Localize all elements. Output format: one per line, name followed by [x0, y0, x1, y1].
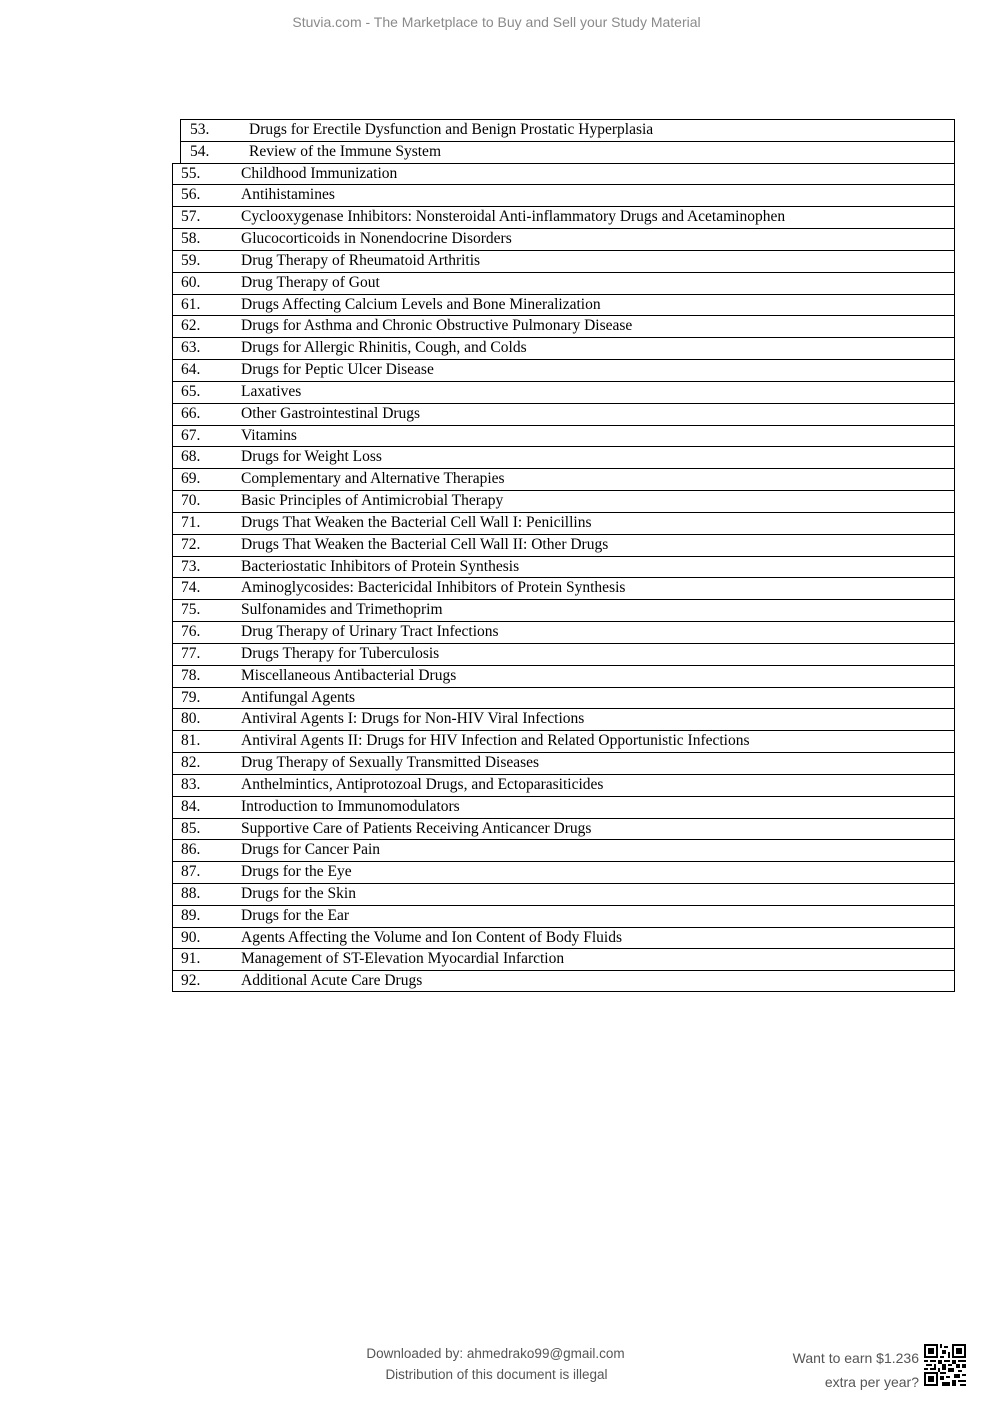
chapter-number: 89. [181, 906, 201, 924]
chapter-title: Miscellaneous Antibacterial Drugs [241, 666, 457, 684]
chapter-number: 54. [190, 142, 210, 160]
chapter-number: 81. [181, 732, 201, 750]
toc-row [180, 141, 955, 163]
chapter-title: Drugs for Asthma and Chronic Obstructive Pulmonary Disease [241, 317, 633, 335]
chapter-number: 83. [181, 775, 201, 793]
earn-line-2: extra per year? [824, 1374, 919, 1390]
chapter-title: Antifungal Agents [241, 688, 356, 706]
chapter-title: Drugs That Weaken the Bacterial Cell Wall II: Other Drugs [241, 535, 609, 553]
toc-row [172, 948, 955, 970]
chapter-number: 75. [181, 601, 201, 619]
qr-code-icon[interactable] [924, 1344, 966, 1386]
toc-row [172, 228, 955, 250]
chapter-title: Vitamins [241, 426, 297, 444]
chapter-title: Bacteriostatic Inhibitors of Protein Synthesis [241, 557, 520, 575]
toc-row [172, 359, 955, 381]
toc-row [172, 796, 955, 818]
chapter-number: 64. [181, 361, 201, 379]
chapter-number: 92. [181, 972, 201, 990]
toc-row [172, 577, 955, 599]
toc-row [172, 927, 955, 949]
toc-row [172, 665, 955, 687]
chapter-title: Drugs for Cancer Pain [241, 841, 381, 859]
chapter-number: 78. [181, 666, 201, 684]
chapter-title: Sulfonamides and Trimethoprim [241, 601, 443, 619]
toc-row [172, 425, 955, 447]
chapter-number: 86. [181, 841, 201, 859]
chapter-number: 62. [181, 317, 201, 335]
toc-row [172, 446, 955, 468]
chapter-title: Supportive Care of Patients Receiving Anticancer Drugs [241, 819, 592, 837]
chapter-title: Drugs for the Ear [241, 906, 350, 924]
toc-row [172, 534, 955, 556]
chapter-number: 65. [181, 382, 201, 400]
toc-row [172, 883, 955, 905]
chapter-title: Drugs for the Skin [241, 884, 356, 902]
toc-row [172, 599, 955, 621]
toc-row [172, 818, 955, 840]
chapter-number: 55. [181, 164, 201, 182]
chapter-title: Drugs for Weight Loss [241, 448, 382, 466]
chapter-title: Drug Therapy of Sexually Transmitted Diseases [241, 754, 540, 772]
chapter-number: 77. [181, 644, 201, 662]
toc-row [172, 643, 955, 665]
earn-line-1: Want to earn $1.236 [792, 1350, 919, 1366]
toc-row [172, 774, 955, 796]
chapter-number: 71. [181, 513, 201, 531]
chapter-number: 74. [181, 579, 201, 597]
chapter-title: Antiviral Agents II: Drugs for HIV Infection and Related Opportunistic Infections [241, 732, 750, 750]
chapter-title: Aminoglycosides: Bactericidal Inhibitors of Protein Synthesis [241, 579, 626, 597]
earn-promo[interactable] [793, 1346, 919, 1394]
chapter-title: Basic Principles of Antimicrobial Therapy [241, 492, 504, 510]
toc-row [172, 337, 955, 359]
chapter-number: 80. [181, 710, 201, 728]
toc-row [172, 403, 955, 425]
chapter-title: Agents Affecting the Volume and Ion Content of Body Fluids [241, 928, 623, 946]
toc-row [172, 250, 955, 272]
toc-row [172, 272, 955, 294]
toc-row [172, 687, 955, 709]
chapter-number: 69. [181, 470, 201, 488]
chapter-number: 79. [181, 688, 201, 706]
toc-row [172, 184, 955, 206]
chapter-title: Antihistamines [241, 186, 335, 204]
chapter-number: 70. [181, 492, 201, 510]
chapter-title: Laxatives [241, 382, 302, 400]
toc-row [180, 119, 955, 141]
chapter-title: Drugs That Weaken the Bacterial Cell Wall I: Penicillins [241, 513, 592, 531]
chapter-number: 88. [181, 884, 201, 902]
chapter-title: Complementary and Alternative Therapies [241, 470, 505, 488]
toc-row [172, 970, 955, 992]
toc-row [172, 730, 955, 752]
chapter-title: Antiviral Agents I: Drugs for Non-HIV Viral Infections [241, 710, 585, 728]
chapter-title: Drug Therapy of Gout [241, 273, 380, 291]
chapter-title: Other Gastrointestinal Drugs [241, 404, 421, 422]
chapter-title: Drugs for Allergic Rhinitis, Cough, and Colds [241, 339, 527, 357]
chapter-number: 73. [181, 557, 201, 575]
toc-row [172, 381, 955, 403]
chapter-number: 66. [181, 404, 201, 422]
chapter-number: 68. [181, 448, 201, 466]
toc-row [172, 490, 955, 512]
chapter-title: Drugs Therapy for Tuberculosis [241, 644, 440, 662]
chapter-title: Glucocorticoids in Nonendocrine Disorders [241, 230, 512, 248]
toc-row [172, 861, 955, 883]
chapter-number: 85. [181, 819, 201, 837]
chapter-number: 87. [181, 863, 201, 881]
chapter-number: 76. [181, 623, 201, 641]
toc-row [172, 294, 955, 316]
toc-row [172, 621, 955, 643]
chapter-number: 59. [181, 251, 201, 269]
chapter-number: 82. [181, 754, 201, 772]
chapter-title: Childhood Immunization [241, 164, 398, 182]
table-of-contents [172, 119, 955, 992]
chapter-title: Review of the Immune System [249, 142, 441, 160]
chapter-number: 72. [181, 535, 201, 553]
chapter-number: 67. [181, 426, 201, 444]
toc-row [172, 905, 955, 927]
chapter-title: Drugs for the Eye [241, 863, 352, 881]
chapter-title: Drug Therapy of Rheumatoid Arthritis [241, 251, 481, 269]
chapter-title: Drugs Affecting Calcium Levels and Bone Mineralization [241, 295, 601, 313]
chapter-title: Introduction to Immunomodulators [241, 797, 460, 815]
chapter-title: Cyclooxygenase Inhibitors: Nonsteroidal Anti-inflammatory Drugs and Acetaminophen [241, 208, 786, 226]
chapter-number: 61. [181, 295, 201, 313]
chapter-title: Drug Therapy of Urinary Tract Infections [241, 623, 499, 641]
toc-row [172, 556, 955, 578]
chapter-title: Additional Acute Care Drugs [241, 972, 423, 990]
chapter-number: 57. [181, 208, 201, 226]
toc-row [172, 512, 955, 534]
toc-row [172, 708, 955, 730]
chapter-number: 63. [181, 339, 201, 357]
toc-row [172, 468, 955, 490]
chapter-title: Management of ST-Elevation Myocardial Infarction [241, 950, 565, 968]
chapter-title: Drugs for Peptic Ulcer Disease [241, 361, 434, 379]
chapter-number: 53. [190, 121, 210, 138]
toc-row [172, 315, 955, 337]
toc-row [172, 839, 955, 861]
toc-row [172, 752, 955, 774]
distribution-notice: Distribution of this document is illegal [385, 1367, 608, 1382]
chapter-number: 91. [181, 950, 201, 968]
chapter-title: Drugs for Erectile Dysfunction and Benign Prostatic Hyperplasia [249, 121, 654, 138]
toc-row [172, 163, 955, 185]
page-header: Stuvia.com - The Marketplace to Buy and Sell your Study Material [292, 14, 701, 30]
chapter-number: 84. [181, 797, 201, 815]
chapter-number: 60. [181, 273, 201, 291]
chapter-number: 90. [181, 928, 201, 946]
toc-row [172, 206, 955, 228]
chapter-number: 58. [181, 230, 201, 248]
downloaded-by-text: Downloaded by: ahmedrako99@gmail.com [366, 1346, 625, 1361]
chapter-number: 56. [181, 186, 201, 204]
chapter-title: Anthelmintics, Antiprotozoal Drugs, and Ectoparasiticides [241, 775, 604, 793]
